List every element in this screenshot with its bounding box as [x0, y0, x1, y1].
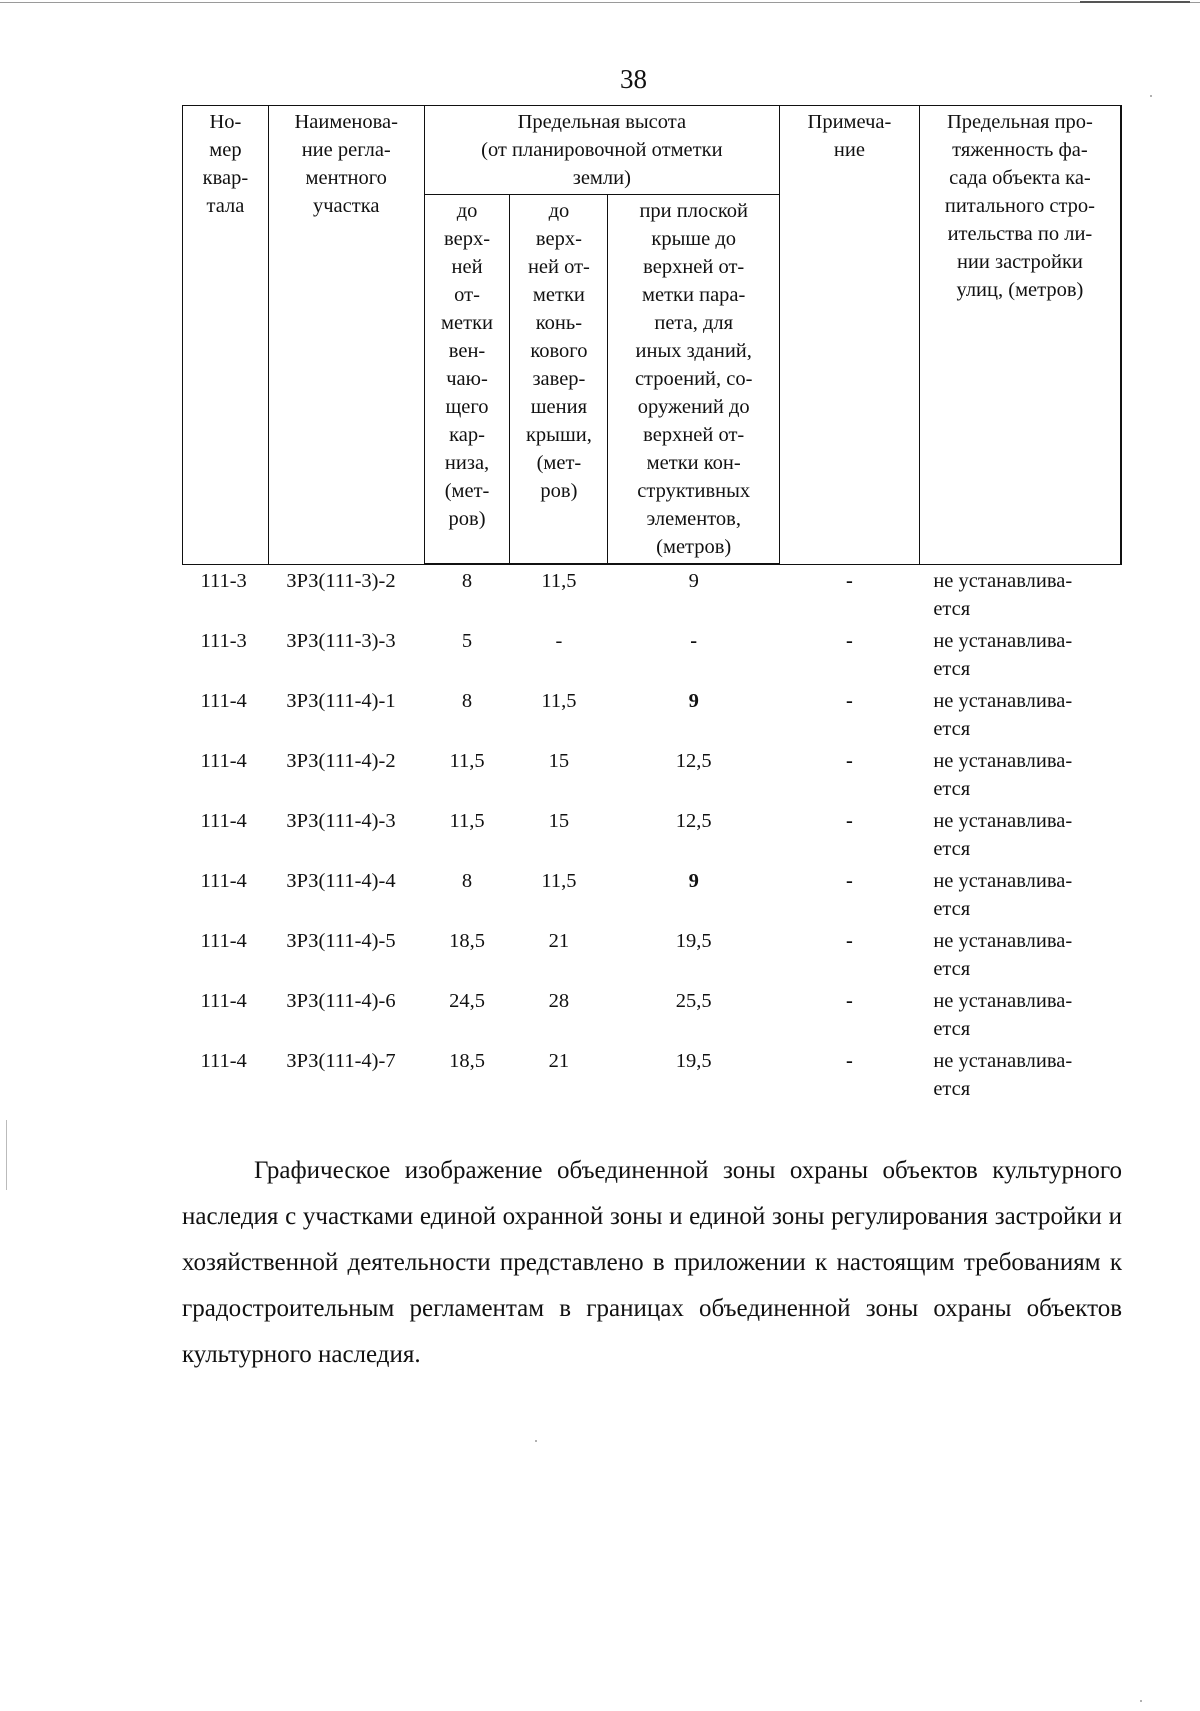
cell-parapet-height: 12,5 — [675, 749, 712, 772]
cell-ridge-height: 15 — [548, 809, 570, 832]
cell-ridge-height: 21 — [548, 1049, 570, 1072]
cell-site-name: ЗРЗ(111-4)-2 — [286, 749, 396, 772]
regulation-table — [182, 105, 1122, 1105]
cell-facade-length: не устанавлива- ется — [933, 629, 1073, 680]
cell-parapet-height: - — [690, 629, 698, 652]
cell-ridge-height: 11,5 — [541, 570, 577, 592]
table-row — [183, 805, 1122, 865]
cell-note: - — [846, 989, 853, 1012]
header-height-limit: Предельная высота (от планировочной отметки земли) — [424, 106, 779, 195]
cell-note: - — [846, 629, 853, 652]
cell-cornice-height: 18,5 — [449, 1049, 485, 1072]
cell-parapet-height: 19,5 — [675, 1049, 712, 1072]
scan-speck — [1150, 95, 1152, 97]
scan-edge-left — [6, 1120, 7, 1190]
cell-site-name: ЗРЗ(111-3)-3 — [286, 629, 396, 652]
cell-note: - — [846, 1049, 853, 1072]
cell-site-name: ЗРЗ(111-4)-6 — [286, 989, 396, 1012]
cell-facade-length: не устанавлива- ется — [933, 869, 1073, 920]
cell-note: - — [846, 929, 853, 952]
scan-speck — [535, 1440, 537, 1442]
header-note: Примеча- ние — [780, 106, 920, 565]
cell-ridge-height: 28 — [548, 989, 570, 1012]
cell-parapet-height: 12,5 — [675, 809, 712, 832]
table-row — [183, 925, 1122, 985]
header-site-name: Наименова- ние регла- ментного участка — [268, 106, 424, 565]
table-row — [183, 985, 1122, 1045]
cell-quarter: 111-4 — [200, 929, 247, 952]
cell-parapet-height: 19,5 — [675, 929, 712, 952]
scan-edge-line — [0, 2, 1200, 3]
scan-edge-mark — [1080, 1, 1190, 3]
table-row — [183, 745, 1122, 805]
cell-parapet-height: 9 — [688, 869, 699, 892]
cell-ridge-height: - — [555, 629, 563, 652]
cell-quarter: 111-4 — [200, 989, 247, 1012]
header-parapet-height: при плоской крыше до верхней от- метки пара- пета, для иных зданий, строений, со- оружений до верхней от- метки кон- структивных элементов, (метров) — [608, 195, 780, 565]
cell-site-name: ЗРЗ(111-4)-1 — [286, 689, 396, 712]
cell-cornice-height: 11,5 — [449, 809, 485, 832]
cell-cornice-height: 24,5 — [449, 989, 485, 1012]
body-paragraph: Графическое изображение объединенной зоны охраны объектов культурного наследия с участками единой охранной зоны и единой зоны регулирования застройки и хозяйственной деятельности представлено в приложении к настоящим требованиям к градостроительным регламентам в границах объединенной зоны охраны объектов культурного наследия. — [182, 1157, 1122, 1368]
cell-site-name: ЗРЗ(111-3)-2 — [286, 569, 396, 592]
cell-ridge-height: 11,5 — [541, 869, 577, 892]
cell-site-name: ЗРЗ(111-4)-4 — [286, 869, 396, 892]
cell-site-name: ЗРЗ(111-4)-3 — [286, 809, 396, 832]
cell-cornice-height: 5 — [461, 629, 473, 652]
cell-facade-length: не устанавлива- ется — [933, 1049, 1073, 1100]
cell-note: - — [846, 689, 853, 712]
cell-facade-length: не устанавлива- ется — [933, 689, 1073, 740]
table-row — [183, 625, 1122, 685]
cell-note: - — [846, 809, 853, 832]
cell-facade-length: не устанавлива- ется — [933, 989, 1073, 1040]
cell-site-name: ЗРЗ(111-4)-5 — [286, 929, 396, 952]
cell-cornice-height: 8 — [461, 689, 473, 712]
header-ridge-height: до верх- ней от- метки конь- кового завер- шения крыши, (мет- ров) — [510, 195, 608, 565]
header-cornice-height: до верх- ней от- метки вен- чаю- щего кар- низа, (мет- ров) — [424, 195, 510, 565]
header-quarter-number: Но- мер квар- тала — [183, 106, 269, 565]
cell-facade-length: не устанавлива- ется — [933, 929, 1073, 980]
cell-quarter: 111-4 — [200, 749, 247, 772]
cell-quarter: 111-4 — [200, 869, 247, 892]
cell-parapet-height: 25,5 — [675, 989, 712, 1012]
cell-cornice-height: 11,5 — [449, 749, 485, 772]
cell-ridge-height: 11,5 — [541, 689, 577, 712]
cell-quarter: 111-4 — [200, 809, 247, 832]
table-body — [183, 564, 1122, 1105]
cell-cornice-height: 8 — [461, 570, 473, 592]
cell-quarter: 111-3 — [200, 569, 247, 592]
cell-site-name: ЗРЗ(111-4)-7 — [286, 1049, 396, 1072]
table-row — [183, 564, 1122, 625]
header-facade-length: Предельная про- тяженность фа- сада объекта ка- питального стро- ительства по ли- нии застройки улиц, (метров) — [919, 106, 1121, 565]
cell-quarter: 111-4 — [200, 1049, 247, 1072]
cell-parapet-height: 9 — [688, 570, 699, 592]
cell-ridge-height: 15 — [548, 749, 570, 772]
cell-quarter: 111-4 — [200, 689, 247, 712]
cell-facade-length: не устанавлива- ется — [933, 569, 1073, 620]
cell-facade-length: не устанавлива- ется — [933, 749, 1073, 800]
cell-cornice-height: 18,5 — [449, 929, 485, 952]
page-number: 38 — [620, 64, 647, 94]
cell-note: - — [846, 749, 853, 772]
cell-cornice-height: 8 — [461, 869, 473, 892]
table-row — [183, 1045, 1122, 1105]
cell-parapet-height: 9 — [688, 689, 699, 712]
cell-facade-length: не устанавлива- ется — [933, 809, 1073, 860]
cell-note: - — [846, 569, 853, 592]
table-row — [183, 865, 1122, 925]
cell-note: - — [846, 869, 853, 892]
cell-quarter: 111-3 — [200, 629, 247, 652]
cell-ridge-height: 21 — [548, 929, 570, 952]
scan-speck — [1140, 1700, 1142, 1702]
table-row — [183, 685, 1122, 745]
